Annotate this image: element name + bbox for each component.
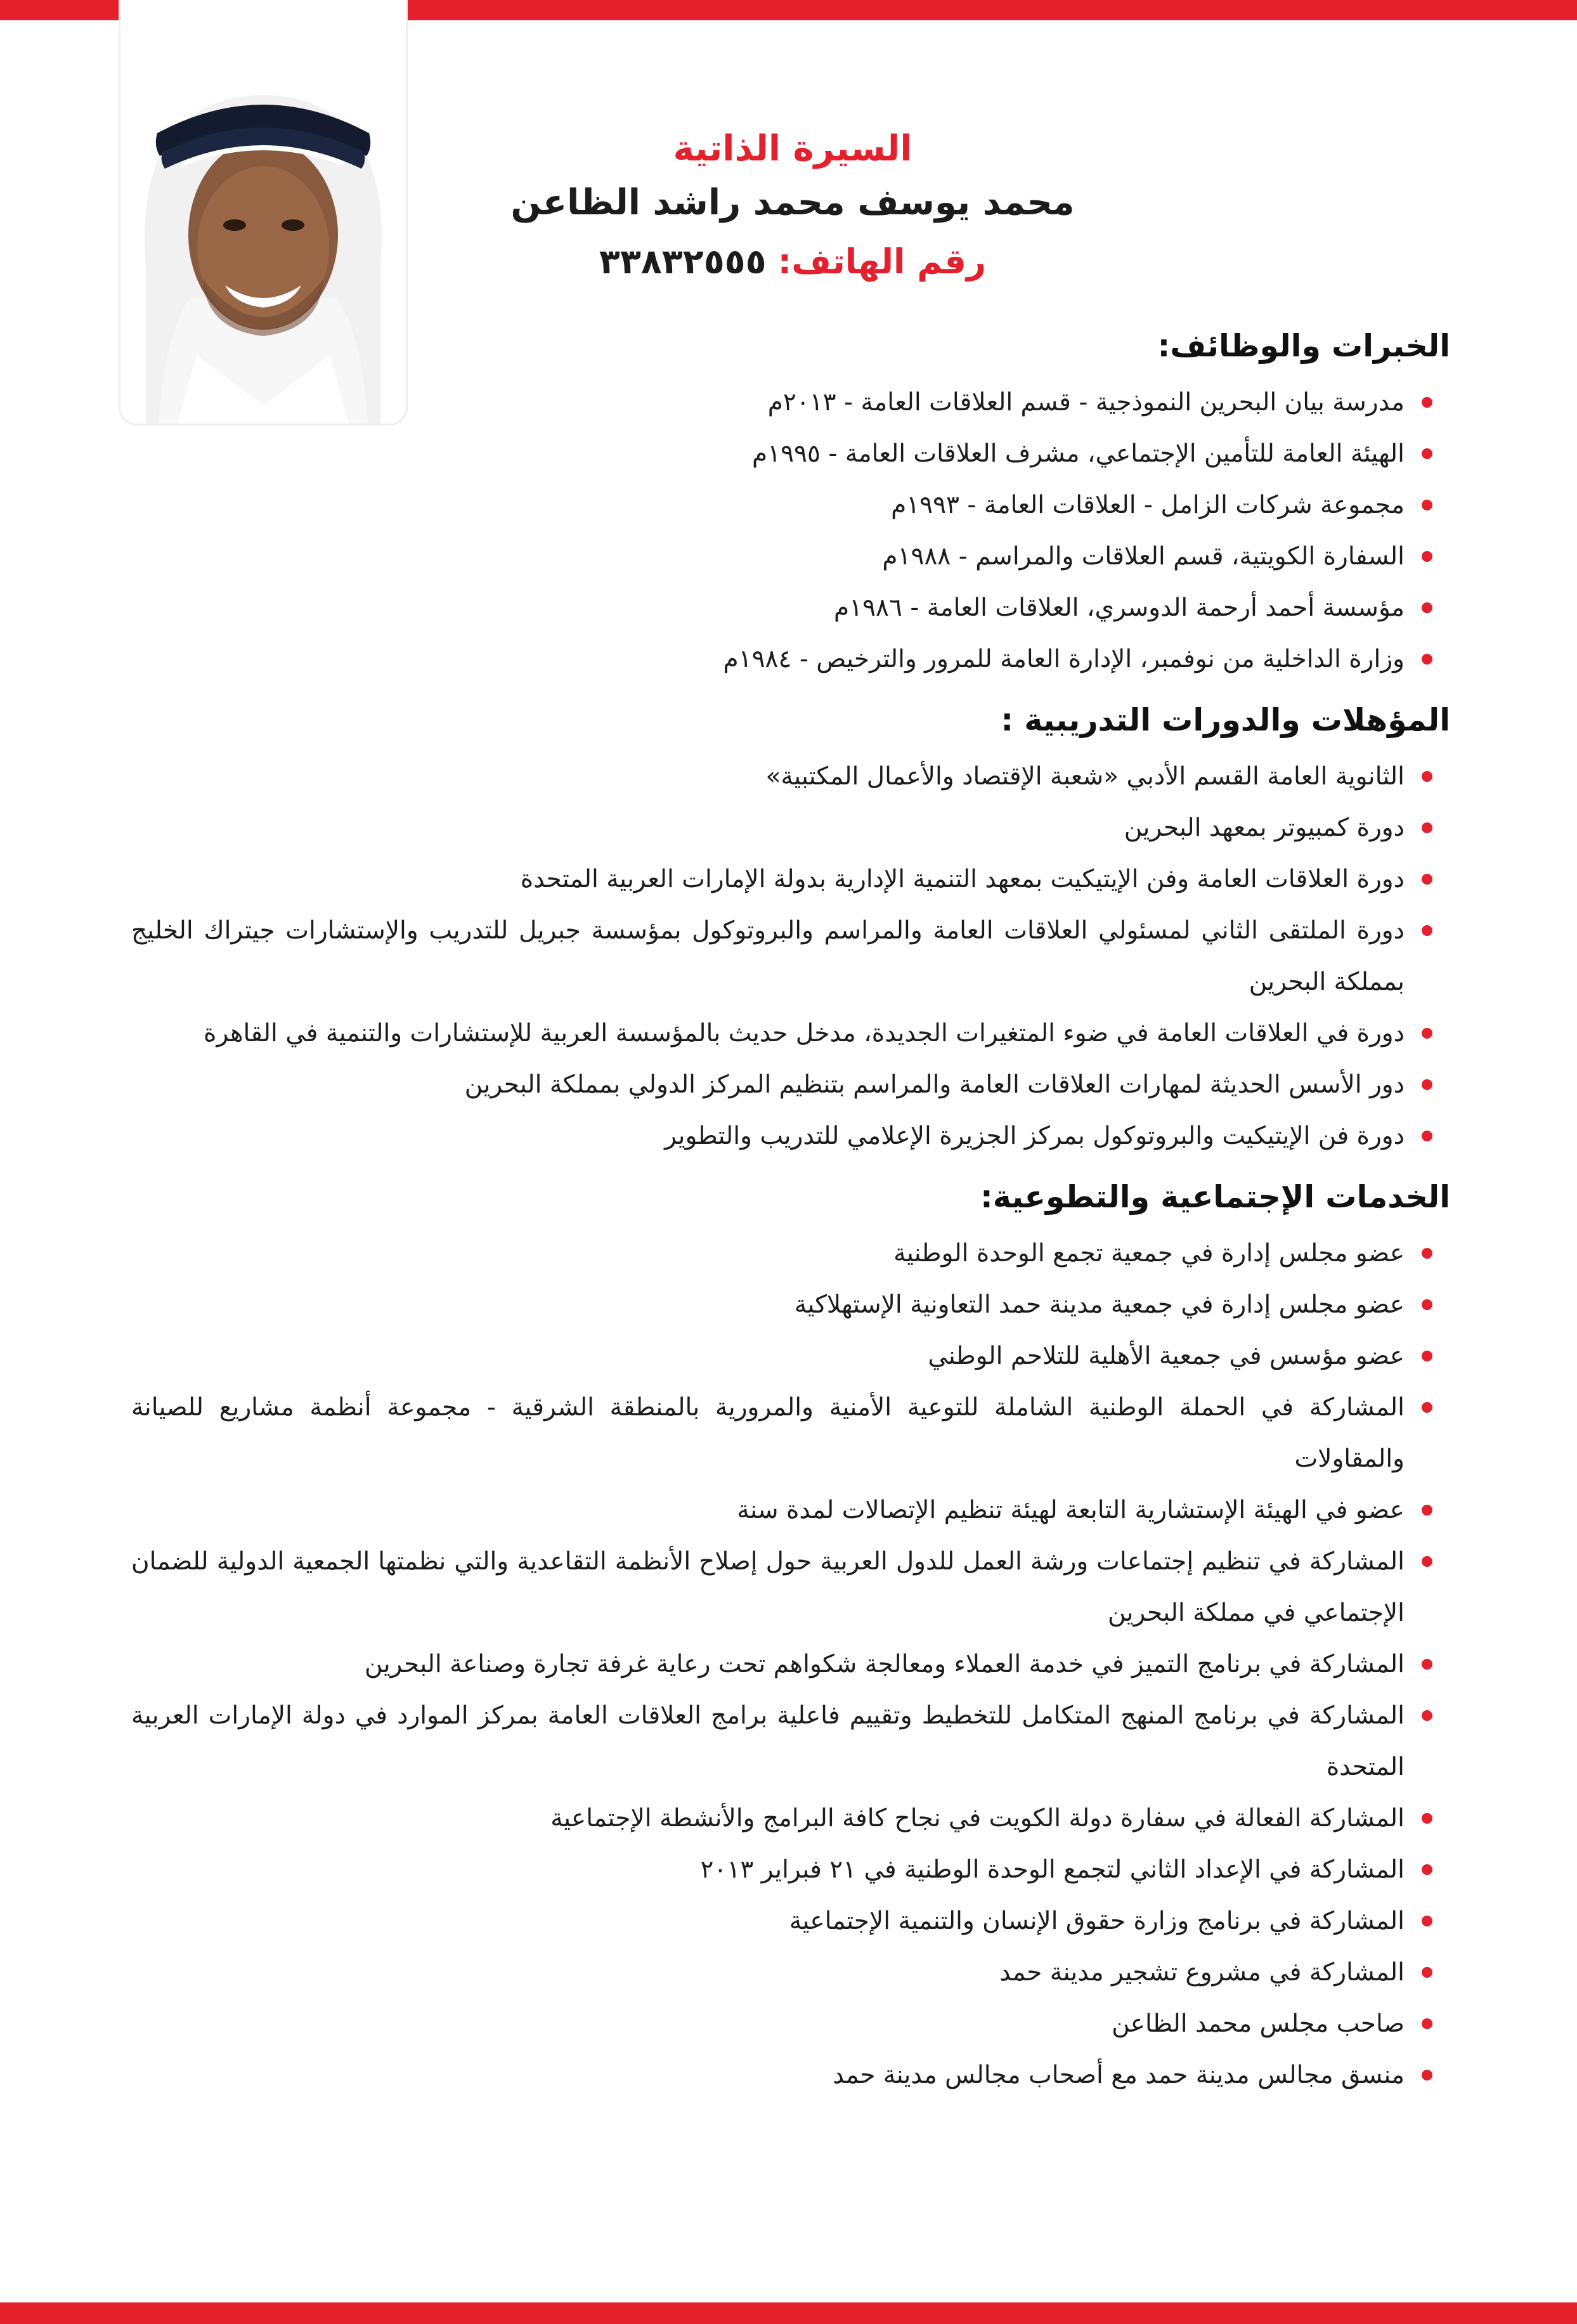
list-item: دورة العلاقات العامة وفن الإيتيكيت بمعهد التنمية الإدارية بدولة الإمارات العربية المتحدة — [131, 854, 1405, 905]
bullet-icon — [1422, 874, 1432, 885]
bullet-icon — [1422, 822, 1432, 833]
bullet-icon — [1422, 2070, 1432, 2081]
bullet-icon — [1422, 1402, 1432, 1413]
list-item: مؤسسة أحمد أرحمة الدوسري، العلاقات العامة - ١٩٨٦م — [131, 582, 1405, 633]
bullet-icon — [1422, 500, 1432, 510]
list-item: منسق مجالس مدينة حمد مع أصحاب مجالس مدينة حمد — [131, 2049, 1405, 2101]
list-item: عضو مجلس إدارة في جمعية تجمع الوحدة الوطنية — [131, 1228, 1405, 1279]
bullet-icon — [1422, 1351, 1432, 1361]
list-item: دورة الملتقى الثاني لمسئولي العلاقات العامة والمراسم والبروتوكول بمؤسسة جبريل للتدريب والإستشارات جيتراك الخليج بمملكة البحرين — [131, 905, 1405, 1008]
bullet-icon — [1422, 1248, 1432, 1259]
bullet-icon — [1422, 397, 1432, 408]
list-item: دورة فن الإيتيكيت والبروتوكول بمركز الجزيرة الإعلامي للتدريب والتطوير — [131, 1110, 1405, 1162]
experience-list — [131, 377, 1450, 685]
qualifications-heading: المؤهلات والدورات التدريبية : — [1001, 702, 1450, 738]
list-item: صاحب مجلس محمد الظاعن — [131, 1998, 1405, 2049]
phone-label: رقم الهاتف: — [777, 242, 987, 282]
list-item: دورة كمبيوتر بمعهد البحرين — [131, 802, 1405, 854]
list-item: مجموعة شركات الزامل - العلاقات العامة - ١٩٩٣م — [131, 479, 1405, 531]
bullet-icon — [1422, 1079, 1432, 1090]
bullet-icon — [1422, 2018, 1432, 2029]
list-item: المشاركة في برنامج المنهج المتكامل للتخطيط وتقييم فاعلية برامج العلاقات العامة بمركز الموارد في دولة الإمارات العربية المتحدة — [131, 1690, 1405, 1793]
services-heading: الخدمات الإجتماعية والتطوعية: — [980, 1179, 1450, 1215]
list-item: السفارة الكويتية، قسم العلاقات والمراسم - ١٩٨٨م — [131, 531, 1405, 582]
bullet-icon — [1422, 925, 1432, 936]
list-item: المشاركة الفعالة في سفارة دولة الكويت في نجاح كافة البرامج والأنشطة الإجتماعية — [131, 1793, 1405, 1844]
bullet-icon — [1422, 1967, 1432, 1978]
list-item: دورة في العلاقات العامة في ضوء المتغيرات الجديدة، مدخل حديث بالمؤسسة العربية للإستشارات والتنمية في القاهرة — [131, 1008, 1405, 1059]
list-item: عضو مجلس إدارة في جمعية مدينة حمد التعاونية الإستهلاكية — [131, 1279, 1405, 1330]
list-item: الهيئة العامة للتأمين الإجتماعي، مشرف العلاقات العامة - ١٩٩٥م — [131, 428, 1405, 479]
list-item: عضو في الهيئة الإستشارية التابعة لهيئة تنظيم الإتصالات لمدة سنة — [131, 1484, 1405, 1536]
person-name: محمد يوسف محمد راشد الظاعن — [510, 182, 1075, 223]
bullet-icon — [1422, 1864, 1432, 1875]
list-item: مدرسة بيان البحرين النموذجية - قسم العلاقات العامة - ٢٠١٣م — [131, 377, 1405, 428]
bullet-icon — [1422, 1813, 1432, 1824]
list-item: المشاركة في برنامج وزارة حقوق الإنسان والتنمية الإجتماعية — [131, 1895, 1405, 1947]
list-item: المشاركة في الحملة الوطنية الشاملة للتوعية الأمنية والمرورية بالمنطقة الشرقية - مجموعة أنظمة مشاريع للصيانة والمقاولات — [131, 1382, 1405, 1484]
list-item: المشاركة في برنامج التميز في خدمة العملاء ومعالجة شكواهم تحت رعاية غرفة تجارة وصناعة البحرين — [131, 1639, 1405, 1690]
services-list — [131, 1228, 1450, 2101]
phone-line — [444, 231, 1141, 292]
list-item: دور الأسس الحديثة لمهارات العلاقات العامة والمراسم بتنظيم المركز الدولي بمملكة البحرين — [131, 1059, 1405, 1110]
bullet-icon — [1422, 1299, 1432, 1310]
bullet-icon — [1422, 602, 1432, 613]
phone-number: ٣٣٨٣٢٥٥٥ — [599, 242, 767, 282]
list-item: المشاركة في مشروع تشجير مدينة حمد — [131, 1947, 1405, 1998]
bullet-icon — [1422, 551, 1432, 562]
bottom-red-bar — [0, 2302, 1577, 2324]
list-item: المشاركة في تنظيم إجتماعات ورشة العمل للدول العربية حول إصلاح الأنظمة التقاعدية والتي نظمتها الجمعية الدولية للضمان الإجتماعي في مملكة البحرين — [131, 1536, 1405, 1639]
bullet-icon — [1422, 1710, 1432, 1721]
bullet-icon — [1422, 1659, 1432, 1670]
list-item: عضو مؤسس في جمعية الأهلية للتلاحم الوطني — [131, 1330, 1405, 1382]
cv-content — [131, 316, 1450, 2106]
bullet-icon — [1422, 1131, 1432, 1141]
bullet-icon — [1422, 1028, 1432, 1039]
bullet-icon — [1422, 1505, 1432, 1516]
list-item: الثانوية العامة القسم الأدبي «شعبة الإقتصاد والأعمال المكتبية» — [131, 751, 1405, 802]
bullet-icon — [1422, 448, 1432, 459]
cv-header — [444, 124, 1141, 292]
bullet-icon — [1422, 771, 1432, 782]
bullet-icon — [1422, 654, 1432, 665]
qualifications-list — [131, 751, 1450, 1162]
cv-title: السيرة الذاتية — [673, 128, 912, 169]
bullet-icon — [1422, 1916, 1432, 1926]
bullet-icon — [1422, 1556, 1432, 1567]
experience-heading: الخبرات والوظائف: — [1157, 328, 1450, 364]
list-item: المشاركة في الإعداد الثاني لتجمع الوحدة الوطنية في ٢١ فبراير ٢٠١٣ — [131, 1844, 1405, 1895]
list-item: وزارة الداخلية من نوفمبر، الإدارة العامة للمرور والترخيص - ١٩٨٤م — [131, 633, 1405, 685]
